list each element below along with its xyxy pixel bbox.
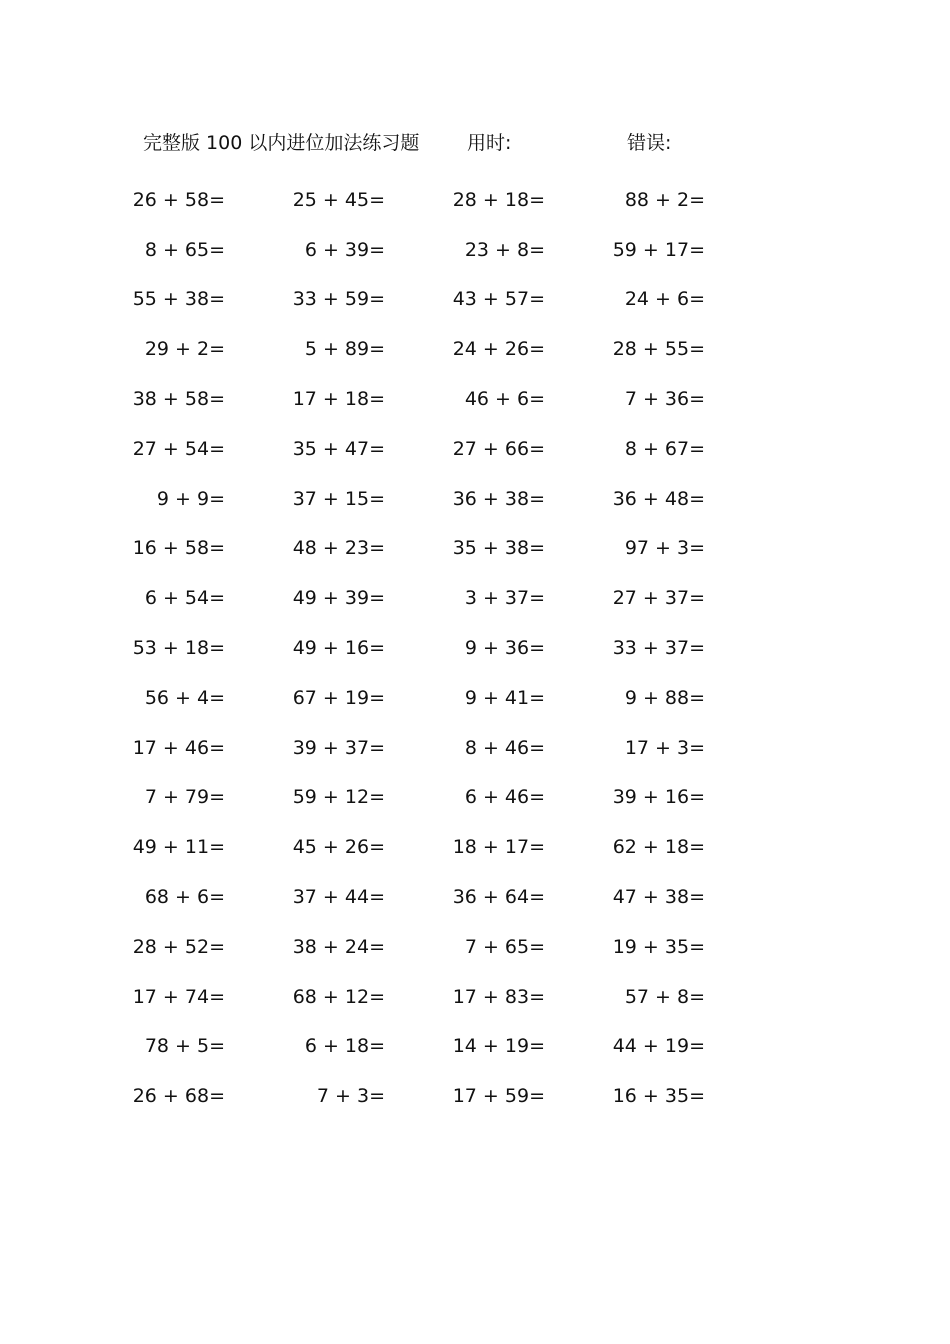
addition-problem: 38 + 24= [292,935,385,958]
problem-cell [132,184,300,216]
problem-grid [132,175,740,1121]
addition-problem: 25 + 45= [292,188,385,211]
problem-cell [132,283,300,315]
addition-problem: 36 + 64= [452,886,545,909]
problem-cell [620,981,740,1013]
problem-cell [292,532,460,564]
addition-problem: 24 + 26= [452,338,545,361]
problem-cell [132,433,300,465]
problem-cell [300,1080,460,1112]
problem-row [132,424,740,474]
problem-cell [292,582,460,614]
addition-problem: 16 + 58= [132,537,225,560]
problem-cell [460,682,620,714]
problem-cell [132,831,300,863]
problem-cell [612,234,740,266]
problem-cell [140,881,300,913]
problem-cell [292,931,460,963]
addition-problem: 68 + 6= [144,886,225,909]
problem-cell [140,1030,300,1062]
problem-row [132,972,740,1022]
addition-problem: 8 + 46= [464,736,545,759]
problem-cell [452,433,620,465]
addition-problem: 33 + 37= [612,637,705,660]
problem-row [140,474,740,524]
addition-problem: 7 + 65= [464,935,545,958]
problem-cell [132,931,300,963]
problem-row [140,573,740,623]
addition-problem: 28 + 52= [132,935,225,958]
addition-problem: 24 + 6= [624,288,705,311]
problem-cell [300,1030,460,1062]
problem-cell [452,532,620,564]
problem-cell [612,881,740,913]
addition-problem: 59 + 12= [292,786,385,809]
problem-cell [140,483,300,515]
problem-cell [460,234,620,266]
problem-cell [132,383,300,415]
problem-cell [452,981,620,1013]
problem-row [140,872,740,922]
problem-cell [132,632,300,664]
problem-cell [140,333,300,365]
problem-cell [292,732,460,764]
problem-cell [460,632,620,664]
addition-problem: 39 + 37= [292,736,385,759]
addition-problem: 6 + 39= [304,238,385,261]
problem-cell [452,1030,620,1062]
addition-problem: 9 + 36= [464,637,545,660]
problem-cell [292,483,460,515]
problem-cell [292,682,460,714]
addition-problem: 5 + 89= [304,338,385,361]
problem-cell [140,682,300,714]
addition-problem: 97 + 3= [624,537,705,560]
addition-problem: 67 + 19= [292,686,385,709]
problem-cell [292,283,460,315]
addition-problem: 78 + 5= [144,1035,225,1058]
problem-cell [452,184,620,216]
problem-cell [620,184,740,216]
problem-cell [292,184,460,216]
problem-row [140,773,740,823]
problem-row [140,1022,740,1072]
problem-cell [620,732,740,764]
problem-cell [620,283,740,315]
problem-cell [612,931,740,963]
problem-cell [620,383,740,415]
problem-cell [612,781,740,813]
addition-problem: 7 + 79= [144,786,225,809]
addition-problem: 28 + 18= [452,188,545,211]
addition-problem: 56 + 4= [144,686,225,709]
addition-problem: 47 + 38= [612,886,705,909]
problem-cell [140,234,300,266]
problem-cell [140,781,300,813]
problem-cell [452,483,620,515]
problem-cell [140,582,300,614]
addition-problem: 53 + 18= [132,637,225,660]
worksheet-title: 完整版 100 以内进位加法练习题 [143,132,420,154]
problem-cell [292,831,460,863]
addition-problem: 7 + 3= [316,1085,385,1108]
problem-cell [452,881,620,913]
addition-problem: 68 + 12= [292,985,385,1008]
problem-cell [452,831,620,863]
addition-problem: 17 + 83= [452,985,545,1008]
addition-problem: 55 + 38= [132,288,225,311]
addition-problem: 48 + 23= [292,537,385,560]
addition-problem: 26 + 58= [132,188,225,211]
problem-cell [292,881,460,913]
addition-problem: 29 + 2= [144,338,225,361]
addition-problem: 28 + 55= [612,338,705,361]
problem-cell [460,582,620,614]
addition-problem: 6 + 18= [304,1035,385,1058]
addition-problem: 37 + 15= [292,487,385,510]
problem-cell [452,1080,620,1112]
addition-problem: 9 + 41= [464,686,545,709]
addition-problem: 17 + 3= [624,736,705,759]
problem-cell [612,333,740,365]
addition-problem: 16 + 35= [612,1085,705,1108]
problem-row [140,225,740,275]
addition-problem: 33 + 59= [292,288,385,311]
problem-cell [460,732,620,764]
problem-cell [300,234,460,266]
addition-problem: 8 + 67= [624,437,705,460]
addition-problem: 17 + 74= [132,985,225,1008]
worksheet-header [0,128,950,158]
addition-problem: 19 + 35= [612,935,705,958]
problem-row [132,922,740,972]
addition-problem: 27 + 54= [132,437,225,460]
addition-problem: 46 + 6= [464,388,545,411]
addition-problem: 59 + 17= [612,238,705,261]
problem-row [132,524,740,574]
addition-problem: 45 + 26= [292,836,385,859]
problem-cell [292,433,460,465]
problem-cell [452,283,620,315]
problem-row [132,1071,740,1121]
addition-problem: 17 + 59= [452,1085,545,1108]
problem-cell [132,732,300,764]
addition-problem: 36 + 48= [612,487,705,510]
problem-row [132,822,740,872]
addition-problem: 62 + 18= [612,836,705,859]
problem-row [132,623,740,673]
addition-problem: 49 + 16= [292,637,385,660]
problem-row [132,175,740,225]
addition-problem: 38 + 58= [132,388,225,411]
problem-cell [132,981,300,1013]
addition-problem: 23 + 8= [464,238,545,261]
problem-cell [620,682,740,714]
addition-problem: 9 + 88= [624,686,705,709]
addition-problem: 8 + 65= [144,238,225,261]
problem-cell [612,1080,740,1112]
addition-problem: 17 + 18= [292,388,385,411]
addition-problem: 14 + 19= [452,1035,545,1058]
problem-cell [132,1080,300,1112]
addition-problem: 43 + 57= [452,288,545,311]
problem-cell [612,1030,740,1062]
problem-cell [460,931,620,963]
addition-problem: 27 + 66= [452,437,545,460]
addition-problem: 9 + 9= [156,487,225,510]
addition-problem: 6 + 46= [464,786,545,809]
addition-problem: 49 + 39= [292,587,385,610]
addition-problem: 3 + 37= [464,587,545,610]
problem-cell [300,333,460,365]
problem-cell [612,632,740,664]
problem-cell [620,532,740,564]
addition-problem: 35 + 38= [452,537,545,560]
addition-problem: 18 + 17= [452,836,545,859]
addition-problem: 88 + 2= [624,188,705,211]
addition-problem: 49 + 11= [132,836,225,859]
problem-cell [452,333,620,365]
problem-cell [612,831,740,863]
problem-cell [460,383,620,415]
time-label: 用时: [467,132,512,154]
problem-row [132,723,740,773]
addition-problem: 26 + 68= [132,1085,225,1108]
addition-problem: 37 + 44= [292,886,385,909]
problem-cell [292,781,460,813]
addition-problem: 44 + 19= [612,1035,705,1058]
problem-row [132,275,740,325]
problem-cell [292,383,460,415]
problem-cell [132,532,300,564]
problem-cell [460,781,620,813]
problem-row [140,673,740,723]
addition-problem: 6 + 54= [144,587,225,610]
addition-problem: 27 + 37= [612,587,705,610]
problem-row [132,374,740,424]
addition-problem: 39 + 16= [612,786,705,809]
problem-cell [620,433,740,465]
addition-problem: 36 + 38= [452,487,545,510]
addition-problem: 57 + 8= [624,985,705,1008]
problem-cell [292,981,460,1013]
problem-cell [292,632,460,664]
addition-problem: 7 + 36= [624,388,705,411]
error-label: 错误: [627,132,672,154]
problem-cell [612,483,740,515]
problem-cell [612,582,740,614]
addition-problem: 17 + 46= [132,736,225,759]
addition-problem: 35 + 47= [292,437,385,460]
problem-row [140,324,740,374]
